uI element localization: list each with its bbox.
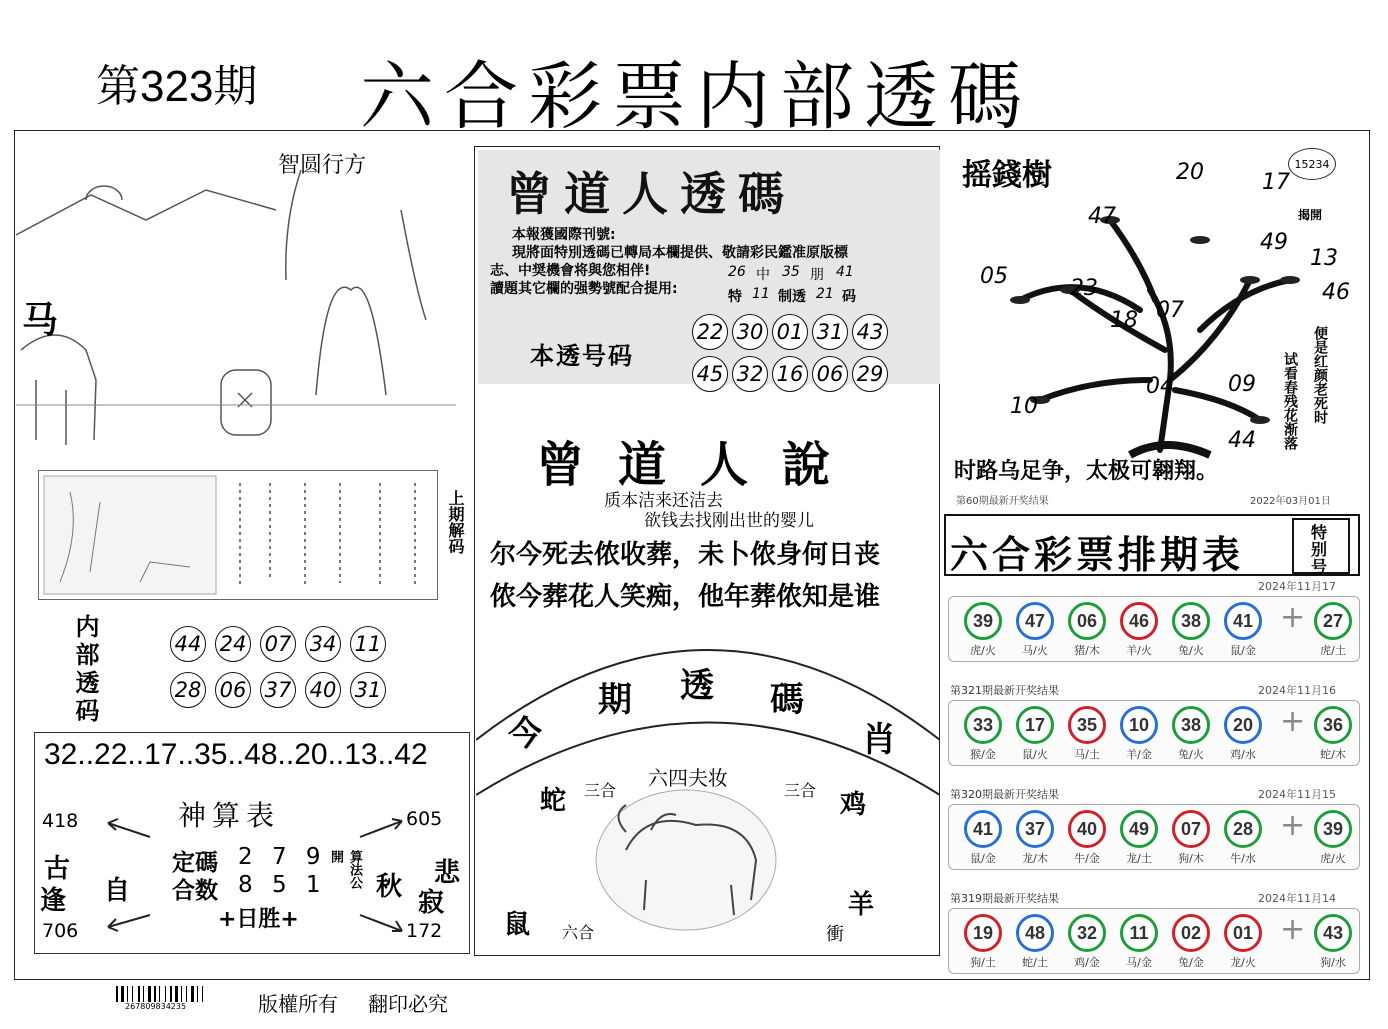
tree-number: 44 [1228, 428, 1256, 453]
zengdaoren-header: 曾道人透碼 [506, 167, 796, 221]
arch-char-3: 透 [680, 666, 714, 706]
result-zodiac: 兔/火 [1178, 748, 1204, 761]
small-item: 11 [752, 286, 770, 302]
result-ball: 17 [1016, 706, 1054, 744]
small-item: 26 [728, 264, 746, 280]
corner-bl: 706 [42, 920, 79, 942]
result-zodiac: 鼠/金 [970, 852, 996, 865]
result-zodiac: 羊/火 [1126, 644, 1152, 657]
arch-char-4: 碼 [770, 680, 804, 720]
result-ball: 38 [1172, 602, 1210, 640]
special-ball: 27 [1314, 602, 1352, 640]
issue-number: 第323期 [96, 62, 258, 111]
saying-line-1: 质本洁来还洁去 [604, 491, 723, 511]
right-char-bei: 悲 [434, 858, 461, 888]
barcode-bar [197, 986, 198, 1002]
result-zodiac: 兔/金 [1178, 956, 1204, 969]
decode-columns [230, 478, 430, 598]
tree-number: 46 [1322, 280, 1350, 305]
result-header: 第321期最新开奖结果 [950, 684, 1059, 697]
inner-number: 06 [215, 672, 251, 708]
inner-number: 44 [170, 626, 206, 662]
special-tag [1292, 518, 1350, 574]
fixed-digits: 2 7 9 [238, 844, 327, 870]
landscape-sketch [16, 150, 456, 470]
calc-title: 神算表 [178, 799, 281, 832]
result-ball: 41 [964, 810, 1002, 848]
barcode-bar [165, 986, 166, 1002]
result-ball: 32 [1068, 914, 1106, 952]
saying-line-2: 欲钱去找刚出世的婴儿 [644, 511, 814, 531]
result-zodiac: 牛/水 [1230, 852, 1256, 865]
tree-number: 20 [1176, 160, 1204, 185]
decode-side-label: 上期解码 [446, 490, 465, 554]
tree-number: 47 [1088, 204, 1116, 229]
algorithm-label: 算法公開 [328, 850, 362, 889]
inner-number: 31 [350, 672, 386, 708]
tree-number: 13 [1310, 246, 1338, 271]
result-zodiac: 羊/金 [1126, 748, 1152, 761]
label-snake: 蛇 [540, 786, 567, 816]
decode-thumbnail [40, 472, 220, 598]
result-ball: 38 [1172, 706, 1210, 744]
tree-number: 05 [980, 264, 1008, 289]
barcode-number: 267809834235 [125, 1002, 187, 1011]
barcode-bar [138, 986, 140, 1002]
arch-char-2: 期 [598, 680, 632, 720]
reserved: 翻印必究 [368, 992, 448, 1016]
special-number: 06 [812, 356, 848, 392]
result-zodiac: 龙/土 [1126, 852, 1152, 865]
result-ball: 47 [1016, 602, 1054, 640]
result-zodiac: 兔/火 [1178, 644, 1204, 657]
fixed-label: 定碼 [172, 850, 218, 876]
barcode-bar [181, 986, 182, 1002]
tree-number: 07 [1156, 298, 1184, 323]
special-zodiac: 虎/火 [1320, 852, 1346, 865]
result-ball: 46 [1120, 602, 1158, 640]
motto: 智圆行方 [278, 153, 367, 178]
special-number: 45 [692, 356, 728, 392]
right-char-ji: 寂 [418, 888, 445, 918]
inner-number: 24 [215, 626, 251, 662]
sum-label: 合数 [172, 878, 218, 904]
plus-icon: + [1280, 704, 1306, 739]
barcode-bar [132, 986, 133, 1002]
result-ball: 19 [964, 914, 1002, 952]
barcode-bar [154, 986, 156, 1002]
special-ball: 36 [1314, 706, 1352, 744]
label-liuhe: 六合 [562, 923, 595, 942]
result-ball: 40 [1068, 810, 1106, 848]
corner-br: 172 [406, 920, 443, 942]
result-ball: 07 [1172, 810, 1210, 848]
notice-3: 志、中奨機會将與您相伴! [490, 263, 651, 279]
copyright: 版權所有 [258, 992, 338, 1016]
small-item: 码 [842, 289, 856, 305]
result-header: 第319期最新开奖结果 [950, 892, 1059, 905]
label-chong: 衝 [826, 924, 844, 945]
result-date: 2024年11月15 [1258, 788, 1336, 801]
special-zodiac: 狗/水 [1320, 956, 1346, 969]
special-number: 22 [692, 314, 728, 350]
result-ball: 11 [1120, 914, 1158, 952]
result-ball: 37 [1016, 810, 1054, 848]
result-zodiac: 马/土 [1074, 748, 1100, 761]
arch-char-5: 肖 [862, 720, 896, 760]
result-zodiac: 猪/木 [1074, 644, 1100, 657]
label-sheep: 羊 [848, 890, 875, 920]
small-item: 中 [756, 267, 770, 283]
tree-badge-number: 15234 [1294, 157, 1330, 171]
notice-2: 現將面特別透碼已轉局本欄提供、敬請彩民鑑准原版標 [512, 245, 848, 261]
result-ball: 35 [1068, 706, 1106, 744]
result-zodiac: 狗/木 [1178, 852, 1204, 865]
small-item: 朋 [810, 267, 824, 283]
result-date: 2024年11月17 [1258, 580, 1336, 593]
tree-number: 10 [1010, 394, 1038, 419]
schedule-title: 六合彩票排期表 [950, 533, 1245, 577]
special-number: 29 [852, 356, 888, 392]
result-zodiac: 马/金 [1126, 956, 1152, 969]
result-ball: 39 [964, 602, 1002, 640]
tree-line: 时路乌足争，太极可翱翔。 [954, 459, 1219, 484]
old-result-label: 第60期最新开奖结果 [956, 496, 1049, 507]
result-zodiac: 狗/土 [970, 956, 996, 969]
barcode-bar [191, 986, 194, 1002]
barcode-bar [170, 986, 172, 1002]
special-tag-2: 别 [1311, 540, 1328, 559]
corner-tr: 605 [406, 808, 443, 830]
special-tag-1: 特 [1311, 523, 1328, 542]
special-number: 43 [852, 314, 888, 350]
left-char-feng: 逢 [40, 886, 67, 916]
result-ball: 01 [1224, 914, 1262, 952]
tree-poem-2: 试看春残花渐落 [1282, 352, 1298, 450]
result-ball: 41 [1224, 602, 1262, 640]
inner-number: 28 [170, 672, 206, 708]
result-zodiac: 鼠/金 [1230, 644, 1256, 657]
small-item: 41 [836, 264, 854, 280]
small-item: 制透 [778, 289, 806, 305]
result-ball: 28 [1224, 810, 1262, 848]
result-zodiac: 马/火 [1022, 644, 1048, 657]
inner-number: 11 [350, 626, 386, 662]
tree-number: 17 [1262, 170, 1290, 195]
tree-badge-text: 揭開 [1298, 208, 1323, 222]
result-date: 2024年11月16 [1258, 684, 1336, 697]
special-number: 16 [772, 356, 808, 392]
special-number: 01 [772, 314, 808, 350]
result-ball: 49 [1120, 810, 1158, 848]
inner-number: 07 [260, 626, 296, 662]
result-zodiac: 蛇/土 [1022, 956, 1048, 969]
tree-title: 摇錢樹 [962, 158, 1052, 193]
barcode-bar [175, 986, 178, 1002]
result-zodiac: 虎/火 [970, 644, 996, 657]
barcode-bar [159, 986, 160, 1002]
label-sanhe-2: 三合 [784, 781, 817, 800]
plus-icon: + [1280, 600, 1306, 635]
plus-icon: + [1280, 912, 1306, 947]
special-ball: 43 [1314, 914, 1352, 952]
small-item: 35 [782, 264, 800, 280]
special-number-label: 本透号码 [530, 342, 634, 370]
plus-icon: + [1280, 808, 1306, 843]
result-ball: 33 [964, 706, 1002, 744]
label-sanhe-1: 三合 [584, 781, 617, 800]
special-ball: 39 [1314, 810, 1352, 848]
result-zodiac: 龙/木 [1022, 852, 1048, 865]
sum-digits: 8 5 1 [238, 872, 327, 898]
old-result-date: 2022年03月01日 [1250, 496, 1331, 507]
barcode-bar [202, 986, 203, 1002]
result-date: 2024年11月14 [1258, 892, 1336, 905]
result-zodiac: 鼠/火 [1022, 748, 1048, 761]
inner-number: 37 [260, 672, 296, 708]
barcode-bar [143, 986, 144, 1002]
special-zodiac: 虎/土 [1320, 644, 1346, 657]
poem-line-2: 侬今葬花人笑痴，他年葬侬知是谁 [490, 582, 881, 612]
result-zodiac: 龙/火 [1230, 956, 1256, 969]
result-zodiac: 鸡/金 [1074, 956, 1100, 969]
barcode-bar [127, 986, 128, 1002]
result-zodiac: 鸡/水 [1230, 748, 1256, 761]
result-ball: 20 [1224, 706, 1262, 744]
small-item: 特 [728, 289, 742, 305]
result-ball: 06 [1068, 602, 1106, 640]
inner-code-label: 内部透码 [71, 614, 99, 726]
tree-number: 18 [1110, 308, 1138, 333]
special-number: 31 [812, 314, 848, 350]
label-rooster: 鸡 [840, 790, 867, 820]
tree-number: 09 [1228, 372, 1256, 397]
result-ball: 10 [1120, 706, 1158, 744]
tree-poem-1: 便是红颜老死时 [1312, 326, 1328, 424]
tree-number: 23 [1070, 276, 1098, 301]
number-string: 32..22..17..35..48..20..13..42 [44, 738, 428, 771]
saying-title: 曾道人說 [536, 437, 865, 493]
result-header: 第320期最新开奖结果 [950, 788, 1059, 801]
notice-4: 讀題其它欄的强勢號配合提用: [490, 281, 678, 297]
tree-badge [1288, 148, 1336, 180]
inner-number: 34 [305, 626, 341, 662]
special-number: 32 [732, 356, 768, 392]
result-ball: 02 [1172, 914, 1210, 952]
result-zodiac: 牛/金 [1074, 852, 1100, 865]
left-char-gu: 古 [44, 854, 71, 884]
left-char-zi: 自 [104, 876, 131, 906]
arch-center: 六四夫妆 [648, 766, 728, 790]
tree-number: 04 [1146, 374, 1174, 399]
page-title: 六合彩票内部透碼 [360, 54, 1032, 140]
poem-line-1: 尔今死去侬收葬，未卜侬身何日丧 [490, 540, 881, 570]
barcode-bar [121, 986, 124, 1002]
label-rat: 鼠 [504, 910, 531, 940]
special-zodiac: 蛇/木 [1320, 748, 1346, 761]
barcode-bar [148, 986, 151, 1002]
result-zodiac: 猴/金 [970, 748, 996, 761]
corner-tl: 418 [42, 810, 79, 832]
right-char-qiu: 秋 [376, 872, 403, 902]
special-number: 30 [732, 314, 768, 350]
tree-number: 49 [1260, 230, 1288, 255]
arch-char-1: 今 [508, 714, 542, 754]
inner-number: 40 [305, 672, 341, 708]
notice-1: 本報獲國際刊號: [512, 227, 616, 243]
special-tag-3: 号 [1311, 557, 1328, 576]
result-ball: 48 [1016, 914, 1054, 952]
horse-char: 马 [22, 300, 59, 341]
barcode-bar [186, 986, 187, 1002]
barcode-bar [116, 986, 118, 1002]
day-win-line: +日胜+ [218, 907, 299, 932]
small-item: 21 [816, 286, 834, 302]
